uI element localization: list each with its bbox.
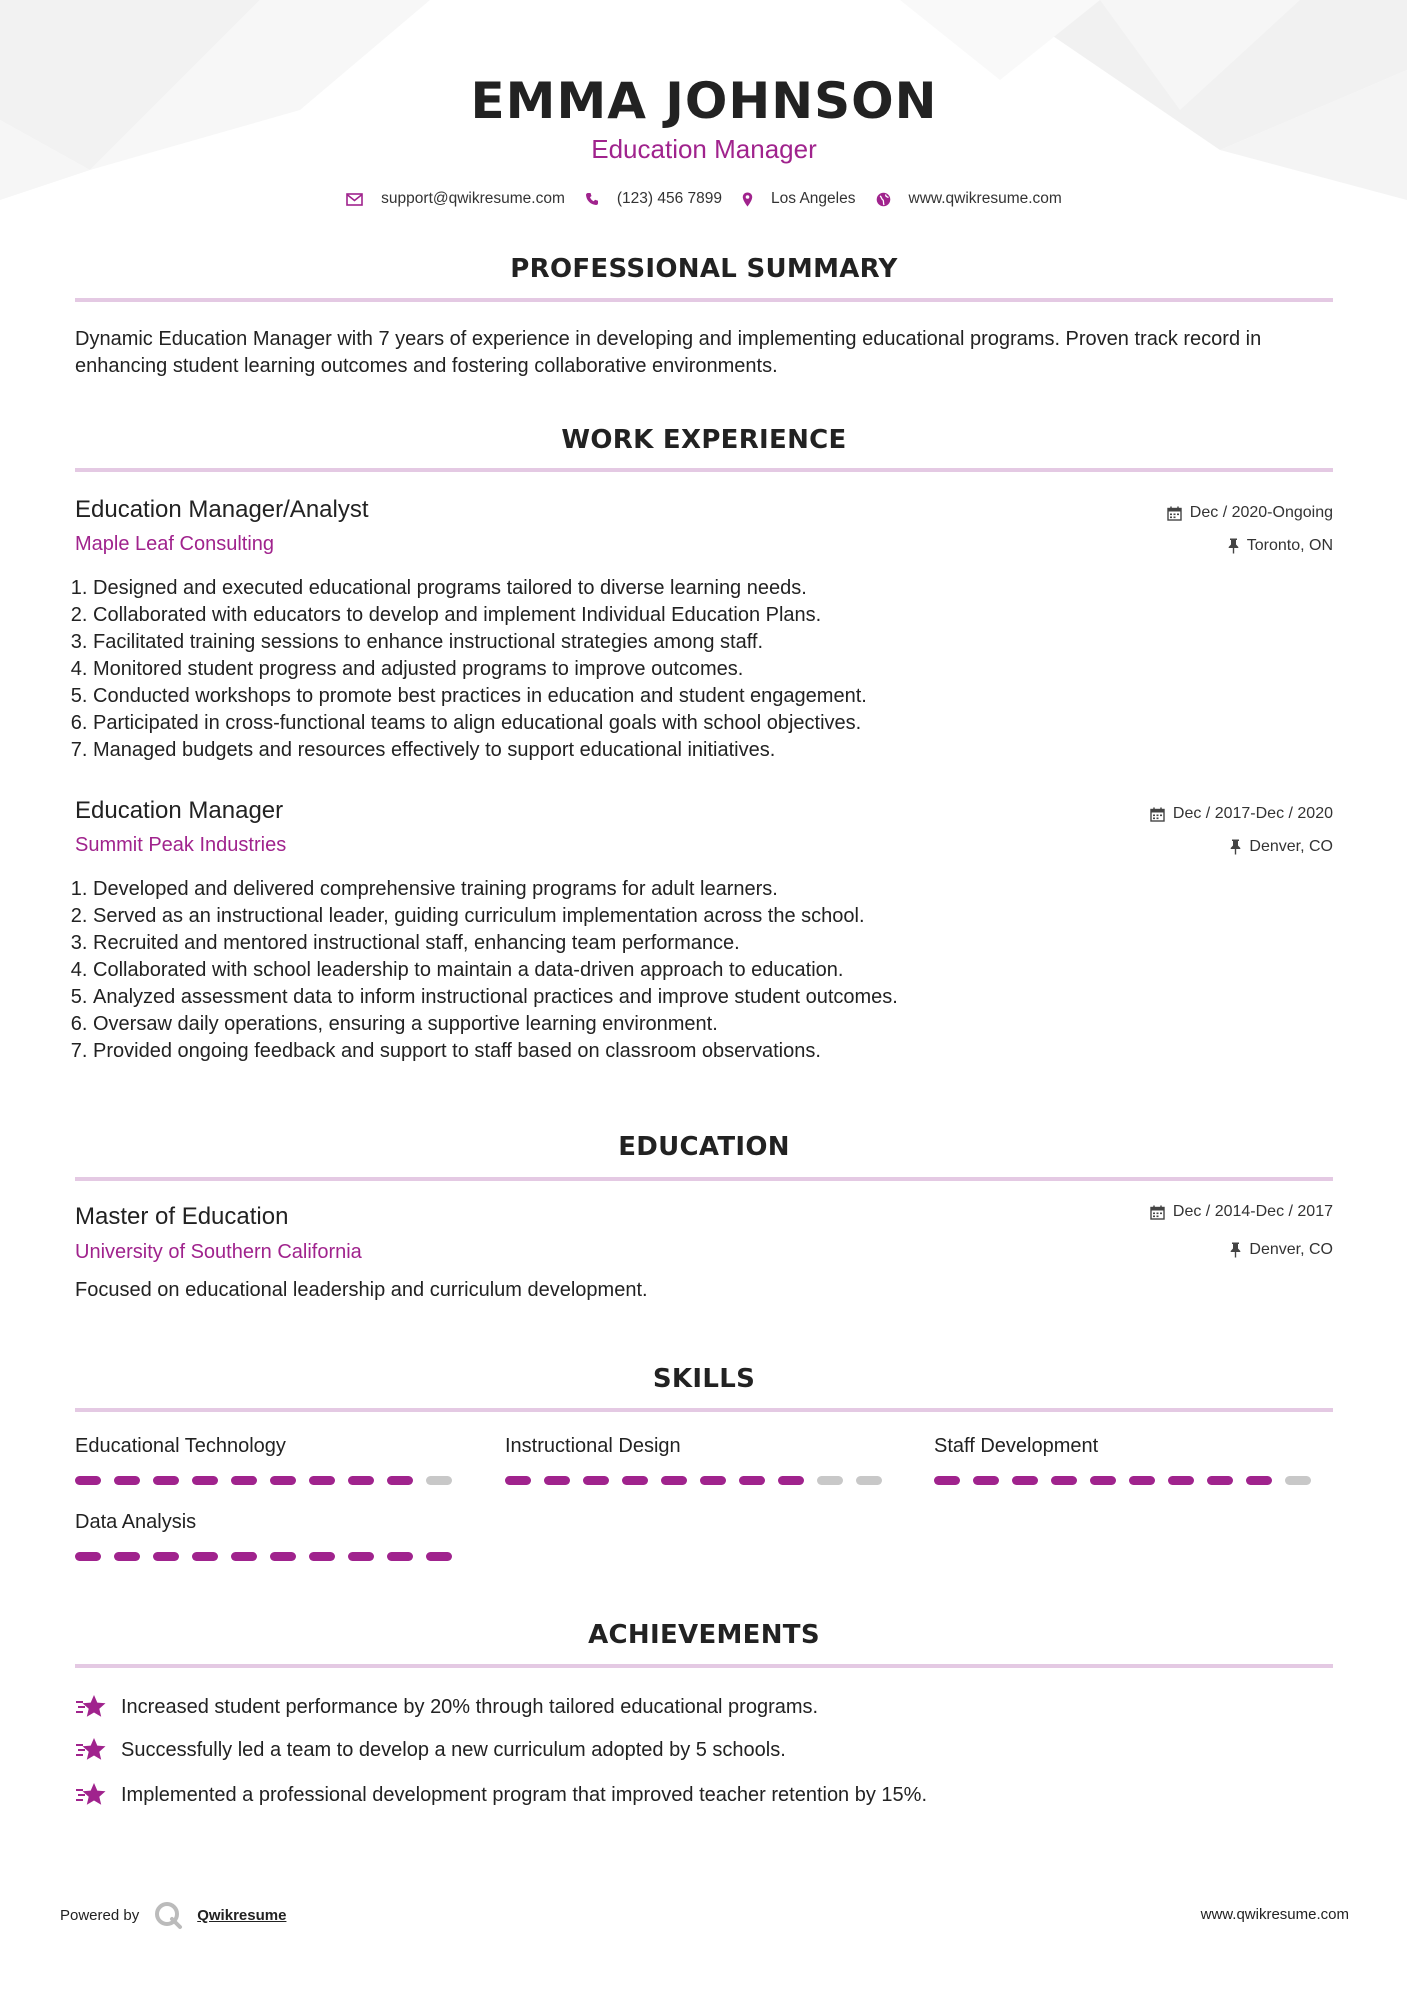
summary-heading: PROFESSIONAL SUMMARY [510, 254, 898, 284]
skill-dash-filled [1207, 1476, 1233, 1485]
skill-dash-filled [934, 1476, 960, 1485]
skill-dash-filled [309, 1552, 335, 1561]
summary-text: Dynamic Education Manager with 7 years of experience in developing and implementing educational programs. Proven track record in enhancing student learning outcomes and fostering collaborative environments. [75, 328, 1262, 377]
list-item: 7. Provided ongoing feedback and support to staff based on classroom observations. [93, 1038, 898, 1065]
job-location [1228, 537, 1333, 555]
job-bullets [75, 575, 867, 764]
skill-dash-filled [622, 1476, 648, 1485]
education-divider [75, 1177, 1333, 1181]
skills-divider [75, 1408, 1333, 1412]
skill-name: Instructional Design [505, 1435, 681, 1457]
skill-dash-filled [739, 1476, 765, 1485]
list-item: 6. Oversaw daily operations, ensuring a supportive learning environment. [93, 1011, 898, 1038]
list-item: 7. Managed budgets and resources effectively to support educational initiatives. [93, 737, 867, 764]
summary-divider [75, 298, 1333, 302]
footer-website-link[interactable]: www.qwikresume.com [1200, 1906, 1349, 1923]
list-item: 5. Analyzed assessment data to inform instructional practices and improve student outcomes. [93, 984, 898, 1011]
skill-level-bar [505, 1476, 882, 1485]
skill-dash-filled [75, 1476, 101, 1485]
list-item: 3. Facilitated training sessions to enhance instructional strategies among staff. [93, 629, 867, 656]
skill-dash-empty [856, 1476, 882, 1485]
skill-dash-filled [153, 1476, 179, 1485]
list-item: 6. Participated in cross-functional teams to align educational goals with school objectives. [93, 710, 867, 737]
education-school: University of Southern California [75, 1241, 362, 1263]
calendar-icon [1167, 506, 1182, 521]
job-dates-text: Dec / 2017-Dec / 2020 [1172, 805, 1333, 822]
qwikresume-logo-icon [153, 1900, 183, 1930]
skill-dash-filled [114, 1476, 140, 1485]
experience-heading: WORK EXPERIENCE [561, 425, 847, 455]
achievement-item [75, 1737, 786, 1763]
calendar-icon [1150, 1205, 1165, 1220]
education-heading: EDUCATION [618, 1132, 790, 1162]
achievements-heading: ACHIEVEMENTS [588, 1620, 820, 1650]
phone-icon [585, 192, 599, 206]
list-item: 3. Recruited and mentored instructional staff, enhancing team performance. [93, 930, 898, 957]
skill-dash-filled [348, 1552, 374, 1561]
job-company: Summit Peak Industries [75, 834, 287, 856]
skill-dash-filled [1246, 1476, 1272, 1485]
powered-by-label: Powered by [60, 1906, 140, 1924]
skill-level-bar [75, 1552, 452, 1561]
education-dates [1150, 1203, 1333, 1221]
skill-dash-filled [700, 1476, 726, 1485]
skill-item [934, 1435, 1324, 1458]
skill-item [75, 1511, 465, 1534]
skill-dash-filled [192, 1476, 218, 1485]
skill-dash-filled [583, 1476, 609, 1485]
skill-dash-filled [1129, 1476, 1155, 1485]
skill-dash-filled [309, 1476, 335, 1485]
list-item: 2. Served as an instructional leader, guiding curriculum implementation across the school. [93, 903, 898, 930]
skill-dash-filled [192, 1552, 218, 1561]
education-description: Focused on educational leadership and curriculum development. [75, 1279, 648, 1301]
skill-dash-empty [1285, 1476, 1311, 1485]
achievement-text: Successfully led a team to develop a new curriculum adopted by 5 schools. [121, 1738, 786, 1761]
list-item: 2. Collaborated with educators to develop and implement Individual Education Plans. [93, 602, 867, 629]
skill-dash-filled [348, 1476, 374, 1485]
skill-level-bar [75, 1476, 452, 1485]
skill-dash-empty [426, 1476, 452, 1485]
footer-powered-by [60, 1900, 286, 1930]
star-icon [75, 1782, 107, 1808]
skill-dash-filled [505, 1476, 531, 1485]
skill-dash-filled [387, 1476, 413, 1485]
skill-dash-filled [1090, 1476, 1116, 1485]
list-item: 4. Collaborated with school leadership to maintain a data-driven approach to education. [93, 957, 898, 984]
education-degree: Master of Education [75, 1203, 289, 1230]
skill-name: Data Analysis [75, 1511, 197, 1533]
contact-email[interactable] [346, 190, 565, 208]
header-background-decoration [0, 0, 1407, 260]
skill-item [505, 1435, 895, 1458]
skill-dash-filled [661, 1476, 687, 1485]
achievement-item [75, 1782, 927, 1808]
skill-dash-filled [778, 1476, 804, 1485]
contact-email-text: support@qwikresume.com [381, 190, 565, 207]
footer-brand-link[interactable]: Qwikresume [197, 1906, 287, 1924]
skill-dash-filled [114, 1552, 140, 1561]
job-dates-text: Dec / 2020-Ongoing [1189, 504, 1333, 521]
star-icon [75, 1694, 107, 1720]
education-dates-text: Dec / 2014-Dec / 2017 [1172, 1203, 1333, 1220]
skill-dash-filled [1051, 1476, 1077, 1485]
list-item: 1. Developed and delivered comprehensive training programs for adult learners. [93, 876, 898, 903]
pushpin-icon [1230, 839, 1241, 855]
job-location-text: Denver, CO [1249, 838, 1333, 855]
skill-dash-filled [270, 1552, 296, 1561]
pushpin-icon [1228, 538, 1239, 554]
job-company: Maple Leaf Consulting [75, 533, 275, 555]
skill-dash-filled [1012, 1476, 1038, 1485]
star-icon [75, 1737, 107, 1763]
candidate-name: EMMA JOHNSON [470, 72, 938, 130]
job-bullets [75, 876, 898, 1065]
skill-level-bar [934, 1476, 1311, 1485]
contact-bar [75, 190, 1333, 208]
candidate-title: Education Manager [591, 134, 817, 164]
contact-website[interactable] [876, 190, 1062, 208]
achievement-text: Implemented a professional development program that improved teacher retention by 15%. [121, 1783, 928, 1806]
map-pin-icon [742, 192, 753, 207]
globe-icon [876, 192, 891, 207]
list-item: 4. Monitored student progress and adjusted programs to improve outcomes. [93, 656, 867, 683]
achievement-item [75, 1694, 818, 1720]
skill-dash-filled [1168, 1476, 1194, 1485]
list-item: 1. Designed and executed educational programs tailored to diverse learning needs. [93, 575, 867, 602]
contact-website-text: www.qwikresume.com [908, 190, 1062, 207]
skill-item [75, 1435, 465, 1458]
education-location-text: Denver, CO [1249, 1241, 1333, 1258]
achievement-text: Increased student performance by 20% through tailored educational programs. [121, 1695, 819, 1718]
skills-heading: SKILLS [652, 1364, 756, 1394]
job-role: Education Manager [75, 797, 284, 824]
skill-name: Staff Development [934, 1435, 1099, 1457]
skill-dash-filled [544, 1476, 570, 1485]
job-dates [1167, 504, 1333, 522]
achievements-divider [75, 1664, 1333, 1668]
job-role: Education Manager/Analyst [75, 496, 369, 523]
contact-phone[interactable] [585, 190, 722, 208]
calendar-icon [1150, 807, 1165, 822]
list-item: 5. Conducted workshops to promote best practices in education and student engagement. [93, 683, 867, 710]
skill-dash-empty [817, 1476, 843, 1485]
skill-name: Educational Technology [75, 1435, 286, 1457]
skill-dash-filled [387, 1552, 413, 1561]
skill-dash-filled [153, 1552, 179, 1561]
contact-location [742, 190, 855, 208]
job-location [1230, 838, 1333, 856]
pushpin-icon [1230, 1242, 1241, 1258]
contact-location-text: Los Angeles [771, 190, 856, 207]
job-dates [1150, 805, 1333, 823]
skill-dash-filled [426, 1552, 452, 1561]
skill-dash-filled [75, 1552, 101, 1561]
job-location-text: Toronto, ON [1246, 537, 1333, 554]
skill-dash-filled [231, 1552, 257, 1561]
skill-dash-filled [231, 1476, 257, 1485]
skill-dash-filled [270, 1476, 296, 1485]
experience-divider [75, 468, 1333, 472]
envelope-icon [346, 193, 363, 206]
contact-phone-text: (123) 456 7899 [616, 190, 723, 207]
skill-dash-filled [973, 1476, 999, 1485]
education-location [1230, 1241, 1333, 1259]
